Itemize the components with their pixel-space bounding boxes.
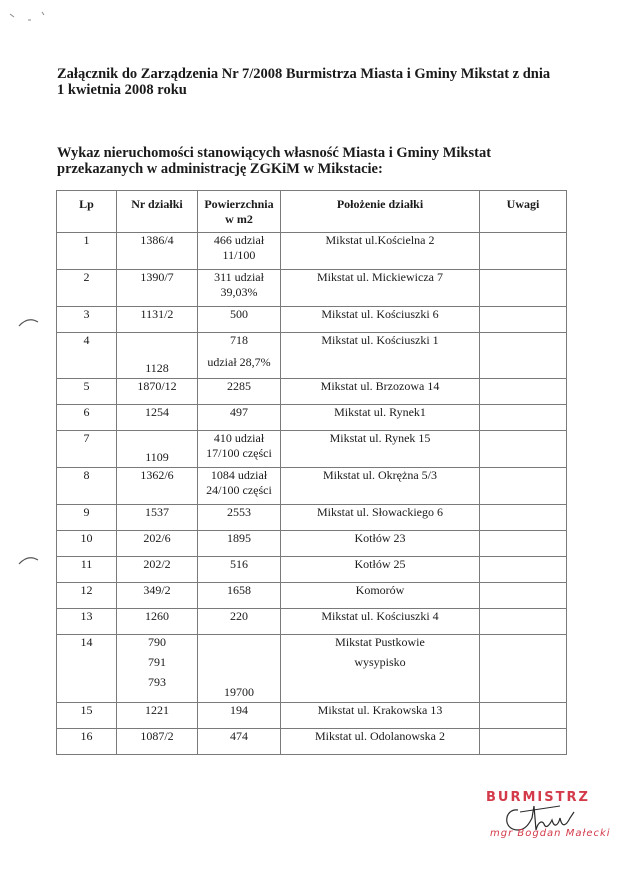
cell-lp: 16 <box>57 729 117 755</box>
cell-nr: 1537 <box>117 505 198 531</box>
pow-line: 410 udział <box>213 431 265 445</box>
property-table <box>56 190 567 755</box>
cell-lp: 3 <box>57 307 117 333</box>
cell-uwagi <box>480 609 567 635</box>
cell-lp: 7 <box>57 431 117 468</box>
nr-line: 793 <box>148 675 166 689</box>
cell-nr: 1221 <box>117 703 198 729</box>
table-row <box>57 405 567 431</box>
cell-lp: 5 <box>57 379 117 405</box>
cell-lp: 1 <box>57 233 117 270</box>
punch-hole-mark <box>18 316 40 328</box>
heading-line-1: Załącznik do Zarządzenia Nr 7/2008 Burmistrza Miasta i Gminy Mikstat z dnia <box>57 66 551 82</box>
cell-polozenie: Mikstat ul. Rynek1 <box>281 405 480 431</box>
table-row <box>57 379 567 405</box>
nr-line: 790 <box>148 635 166 649</box>
cell-lp: 4 <box>57 333 117 379</box>
scan-artifact-top <box>8 8 48 28</box>
cell-powierzchnia: 1658 <box>198 583 281 609</box>
cell-uwagi <box>480 531 567 557</box>
cell-lp: 10 <box>57 531 117 557</box>
cell-polozenie: Mikstat ul. Mickiewicza 7 <box>281 270 480 307</box>
pow-line: 17/100 części <box>206 446 272 460</box>
cell-polozenie: Kotłów 23 <box>281 531 480 557</box>
table-row <box>57 333 567 379</box>
cell-polozenie: Mikstat ul. Słowackiego 6 <box>281 505 480 531</box>
cell-polozenie: Mikstat ul. Kościuszki 1 <box>281 333 480 379</box>
cell-lp: 8 <box>57 468 117 505</box>
table-row <box>57 307 567 333</box>
col-header-uwagi: Uwagi <box>480 191 567 233</box>
cell-powierzchnia: 497 <box>198 405 281 431</box>
cell-uwagi <box>480 233 567 270</box>
table-row <box>57 583 567 609</box>
cell-polozenie: Mikstat ul.Kościelna 2 <box>281 233 480 270</box>
cell-polozenie: Mikstat ul. Odolanowska 2 <box>281 729 480 755</box>
cell-nr: 1087/2 <box>117 729 198 755</box>
pow-line: 466 udział <box>213 233 265 247</box>
cell-nr: 202/2 <box>117 557 198 583</box>
table-row <box>57 635 567 703</box>
cell-powierzchnia <box>198 233 281 270</box>
stamp-title: BURMISTRZ <box>486 790 590 805</box>
cell-uwagi <box>480 468 567 505</box>
pow-line: 24/100 części <box>206 483 272 497</box>
cell-lp: 14 <box>57 635 117 703</box>
table-row <box>57 505 567 531</box>
signature-stamp <box>462 790 632 850</box>
cell-nr <box>117 635 198 703</box>
cell-nr: 1131/2 <box>117 307 198 333</box>
section-line-2: przekazanych w administrację ZGKiM w Mikstacie: <box>57 161 383 177</box>
pow-line: udział 28,7% <box>207 355 271 369</box>
cell-polozenie: Mikstat ul. Kościuszki 4 <box>281 609 480 635</box>
cell-nr: 1260 <box>117 609 198 635</box>
table-row <box>57 270 567 307</box>
cell-polozenie: Mikstat ul. Rynek 15 <box>281 431 480 468</box>
cell-polozenie: Komorów <box>281 583 480 609</box>
table-row <box>57 468 567 505</box>
pow-line: 11/100 <box>222 248 256 262</box>
cell-polozenie: Mikstat ul. Brzozowa 14 <box>281 379 480 405</box>
col-header-pow-line1: Powierzchnia <box>204 197 274 211</box>
pol-line: wysypisko <box>354 655 406 669</box>
stamp-name: mgr Bogdan Małecki <box>490 828 611 839</box>
cell-nr: 1128 <box>117 333 198 379</box>
cell-powierzchnia: 1895 <box>198 531 281 557</box>
col-header-powierzchnia <box>198 191 281 233</box>
col-header-pow-line2: w m2 <box>225 212 253 226</box>
heading-line-2: 1 kwietnia 2008 roku <box>57 82 187 98</box>
cell-powierzchnia: 516 <box>198 557 281 583</box>
cell-nr: 1254 <box>117 405 198 431</box>
cell-lp: 12 <box>57 583 117 609</box>
pow-line: 718 <box>230 333 248 347</box>
cell-uwagi <box>480 431 567 468</box>
cell-polozenie: Mikstat ul. Okrężna 5/3 <box>281 468 480 505</box>
nr-line: 791 <box>148 655 166 669</box>
cell-powierzchnia <box>198 431 281 468</box>
cell-nr: 349/2 <box>117 583 198 609</box>
cell-uwagi <box>480 333 567 379</box>
cell-uwagi <box>480 307 567 333</box>
cell-powierzchnia <box>198 468 281 505</box>
cell-polozenie: Kotłów 25 <box>281 557 480 583</box>
cell-powierzchnia: 500 <box>198 307 281 333</box>
cell-uwagi <box>480 557 567 583</box>
section-line-1: Wykaz nieruchomości stanowiących własność Miasta i Gminy Mikstat <box>57 145 492 161</box>
pow-line: 1084 udział <box>210 468 268 482</box>
cell-powierzchnia: 2553 <box>198 505 281 531</box>
cell-lp: 15 <box>57 703 117 729</box>
cell-nr: 1386/4 <box>117 233 198 270</box>
cell-powierzchnia: 19700 <box>198 635 281 703</box>
col-header-nr: Nr działki <box>117 191 198 233</box>
table-row <box>57 557 567 583</box>
cell-polozenie: Mikstat ul. Krakowska 13 <box>281 703 480 729</box>
col-header-lp: Lp <box>57 191 117 233</box>
cell-nr: 1870/12 <box>117 379 198 405</box>
cell-uwagi <box>480 703 567 729</box>
cell-lp: 13 <box>57 609 117 635</box>
cell-uwagi <box>480 270 567 307</box>
cell-uwagi <box>480 505 567 531</box>
cell-lp: 11 <box>57 557 117 583</box>
table-row <box>57 233 567 270</box>
cell-uwagi <box>480 583 567 609</box>
cell-nr: 1362/6 <box>117 468 198 505</box>
section-title <box>57 145 577 177</box>
pow-line: 311 udział <box>214 270 264 284</box>
cell-uwagi <box>480 635 567 703</box>
cell-powierzchnia: 2285 <box>198 379 281 405</box>
cell-powierzchnia <box>198 333 281 379</box>
table-row <box>57 431 567 468</box>
table-row <box>57 531 567 557</box>
cell-nr: 202/6 <box>117 531 198 557</box>
cell-lp: 6 <box>57 405 117 431</box>
cell-uwagi <box>480 379 567 405</box>
pow-line: 39,03% <box>220 285 258 299</box>
table-row <box>57 609 567 635</box>
cell-powierzchnia <box>198 270 281 307</box>
punch-hole-mark <box>18 554 40 566</box>
cell-lp: 9 <box>57 505 117 531</box>
cell-polozenie <box>281 635 480 703</box>
cell-powierzchnia: 220 <box>198 609 281 635</box>
table-header-row <box>57 191 567 233</box>
cell-lp: 2 <box>57 270 117 307</box>
cell-uwagi <box>480 729 567 755</box>
table-row <box>57 729 567 755</box>
document-heading <box>57 66 577 98</box>
cell-uwagi <box>480 405 567 431</box>
cell-polozenie: Mikstat ul. Kościuszki 6 <box>281 307 480 333</box>
cell-powierzchnia: 194 <box>198 703 281 729</box>
cell-powierzchnia: 474 <box>198 729 281 755</box>
cell-nr: 1109 <box>117 431 198 468</box>
table-row <box>57 703 567 729</box>
col-header-polozenie: Położenie działki <box>281 191 480 233</box>
cell-nr: 1390/7 <box>117 270 198 307</box>
pol-line: Mikstat Pustkowie <box>335 635 425 649</box>
